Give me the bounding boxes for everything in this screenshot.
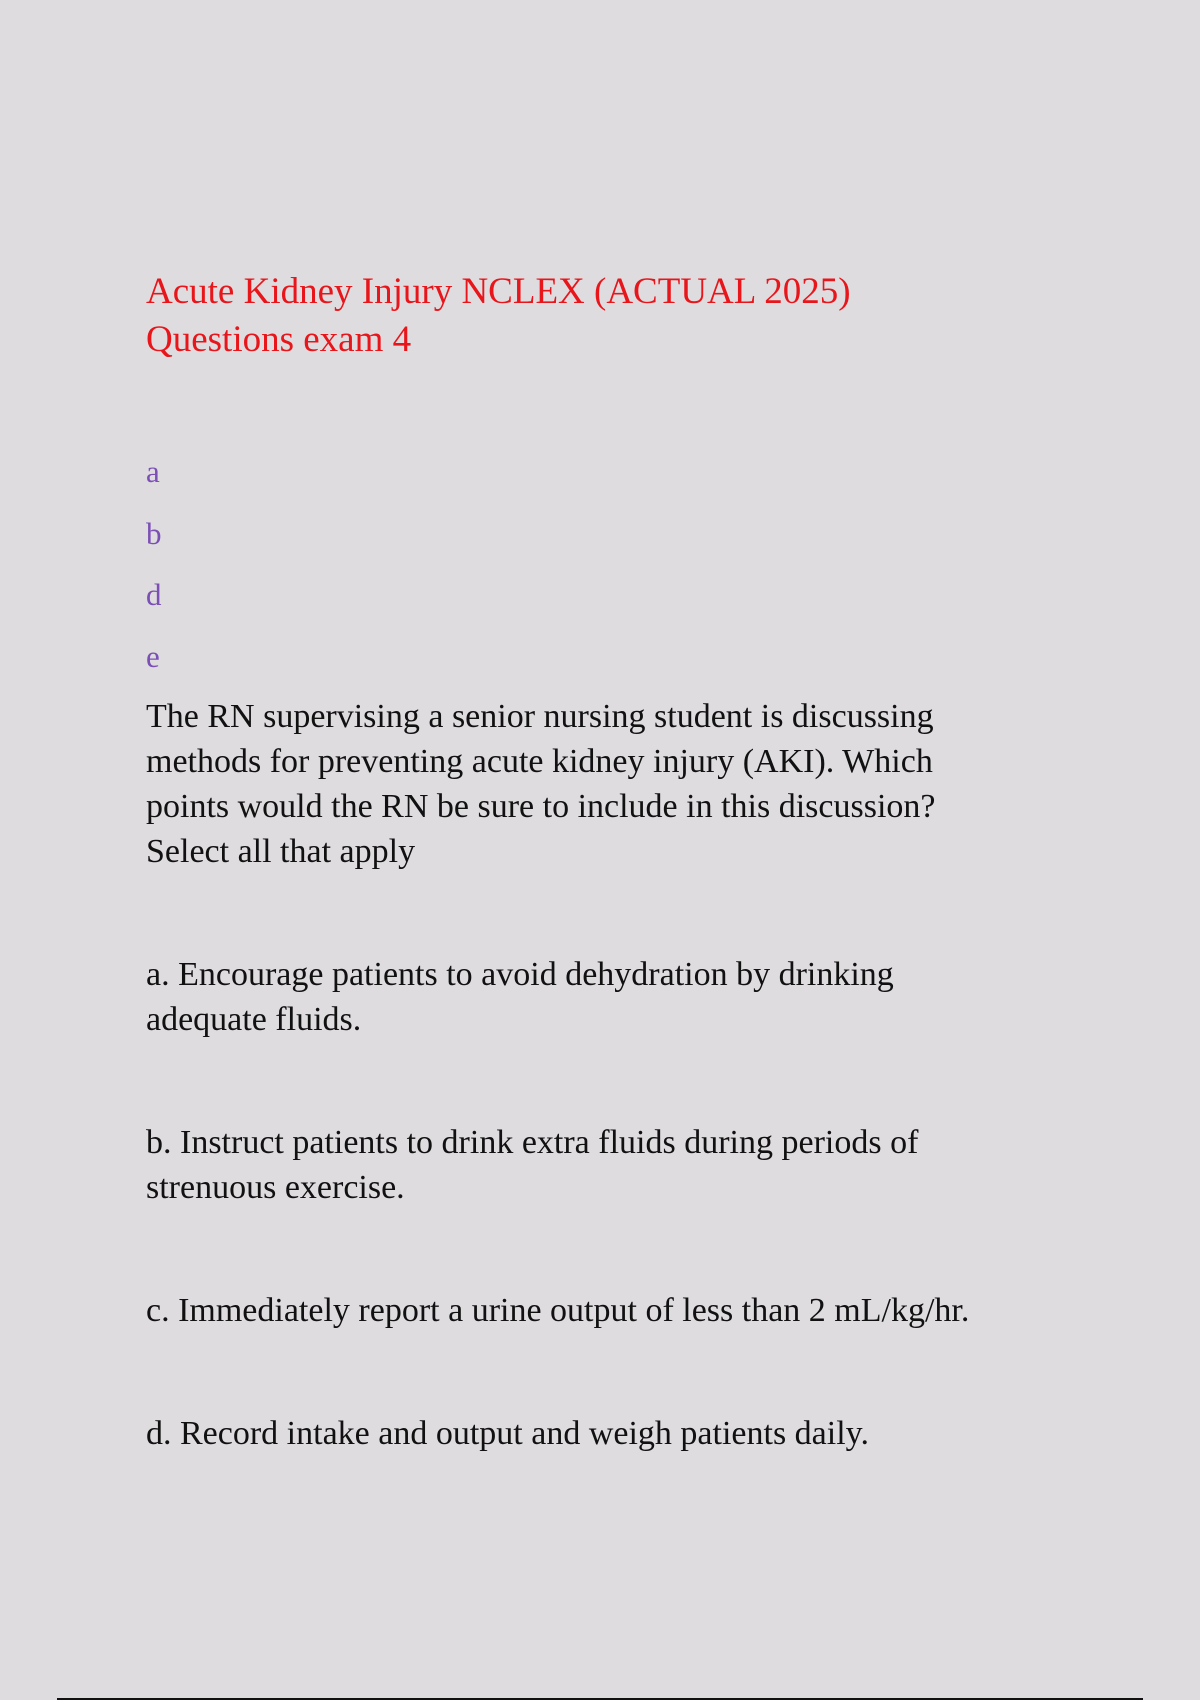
option-b <box>146 1120 1086 1210</box>
title-line-1: Acute Kidney Injury NCLEX (ACTUAL 2025) <box>146 271 851 312</box>
option-d-line-1: d. Record intake and output and weigh patients daily. <box>146 1415 869 1452</box>
question-line: The RN supervising a senior nursing student is discussing <box>146 698 934 735</box>
answer-key-item: b <box>146 515 162 551</box>
option-b-line-1: b. Instruct patients to drink extra fluids during periods of <box>146 1124 919 1161</box>
option-d <box>146 1411 1086 1456</box>
option-b-line-2: strenuous exercise. <box>146 1169 405 1206</box>
option-c <box>146 1288 1086 1333</box>
answer-key-item: d <box>146 577 162 612</box>
option-a <box>146 952 1086 1042</box>
answer-key-item: e <box>146 638 160 674</box>
option-c-line-1: c. Immediately report a urine output of less than 2 mL/kg/hr. <box>146 1292 970 1329</box>
question-line: points would the RN be sure to include in this discussion? <box>146 788 936 825</box>
question-line: methods for preventing acute kidney injury (AKI). Which <box>146 743 933 780</box>
question-text <box>146 694 1066 874</box>
answer-key-item: a <box>146 454 160 489</box>
title-line-2: Questions exam 4 <box>146 319 412 360</box>
document-title <box>146 268 1046 364</box>
option-a-line-2: adequate fluids. <box>146 1001 362 1038</box>
question-line: Select all that apply <box>146 833 416 870</box>
option-a-line-1: a. Encourage patients to avoid dehydration by drinking <box>146 956 894 993</box>
answer-key-list <box>146 452 162 698</box>
